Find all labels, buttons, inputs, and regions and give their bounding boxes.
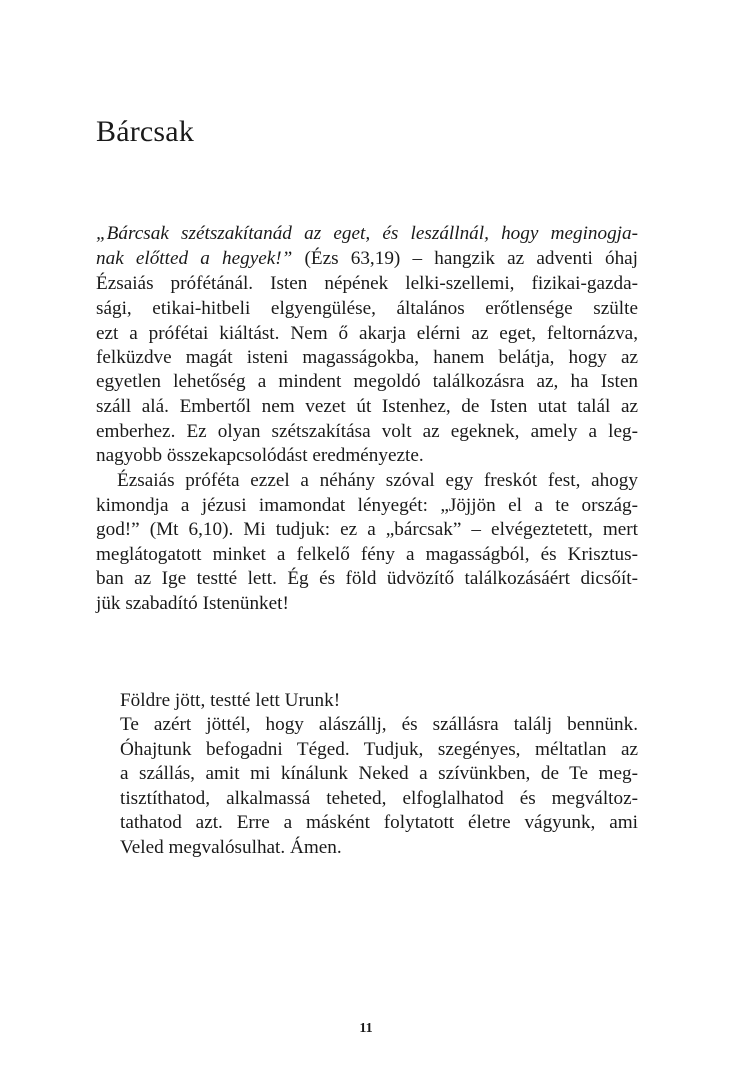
text-line: emberhez. Ez olyan szétszakítása volt az egeknek, amely a leg- bbox=[96, 421, 638, 442]
scripture-quote: nak előtted a hegyek!” bbox=[96, 248, 293, 269]
text-line: meglátogatott minket a felkelő fény a magasságból, és Krisztus- bbox=[96, 544, 638, 565]
text-line: Ézsaiás prófétánál. Isten népének lelki-szellemi, fizikai-gazda- bbox=[96, 273, 638, 294]
prayer-line: Óhajtunk befogadni Téged. Tudjuk, szegényes, méltatlan az bbox=[120, 739, 638, 760]
prayer-line: Földre jött, testté lett Urunk! bbox=[120, 690, 341, 711]
page-number: 11 bbox=[359, 1021, 373, 1036]
text-line: száll alá. Embertől nem vezet út Istenhez, de Isten utat talál az bbox=[96, 396, 638, 417]
text-line: felküzdve magát isteni magasságokba, hanem belátja, hogy az bbox=[96, 347, 638, 368]
text-line: kimondja a jézusi imamondat lényegét: „Jöjjön el a te ország- bbox=[96, 495, 638, 516]
text-line-rest: (Ézs 63,19) – hangzik az adventi óhaj bbox=[292, 248, 639, 269]
text-line bbox=[96, 222, 638, 246]
prayer-line: tisztíthatod, alkalmassá teheted, elfoglalhatod és megváltoz- bbox=[120, 788, 638, 809]
text-line: ban az Ige testté lett. Ég és föld üdvözítő találkozásáért dicsőít- bbox=[96, 568, 638, 589]
prayer-line: Veled megvalósulhat. Ámen. bbox=[120, 837, 342, 858]
prayer-line: Te azért jöttél, hogy alászállj, és szállásra találj bennünk. bbox=[120, 714, 638, 735]
prayer-line: tathatod azt. Erre a másként folytatott életre vágyunk, ami bbox=[120, 812, 638, 833]
text-line: Ézsaiás próféta ezzel a néhány szóval egy freskót fest, ahogy bbox=[117, 470, 638, 491]
page-title: Bárcsak bbox=[96, 115, 195, 148]
text-line: jük szabadító Istenünket! bbox=[96, 593, 289, 614]
text-line: ezt a prófétai kiáltást. Nem ő akarja elérni az eget, feltornázva, bbox=[96, 323, 638, 344]
text-line: nagyobb összekapcsolódást eredményezte. bbox=[96, 445, 424, 466]
text-line: egyetlen lehetőség a mindent megoldó találkozásra az, ha Isten bbox=[96, 371, 638, 392]
text-line: god!” (Mt 6,10). Mi tudjuk: ez a „bárcsak” – elvégeztetett, mert bbox=[96, 519, 638, 540]
prayer-line: a szállás, amit mi kínálunk Neked a szívünkben, de Te meg- bbox=[120, 763, 638, 784]
text-line: sági, etikai-hitbeli elgyengülése, általános erőtlensége szülte bbox=[96, 298, 638, 319]
text-line bbox=[96, 247, 638, 271]
scripture-quote: „Bárcsak szétszakítanád az eget, és leszállnál, hogy meginogja- bbox=[96, 223, 638, 244]
